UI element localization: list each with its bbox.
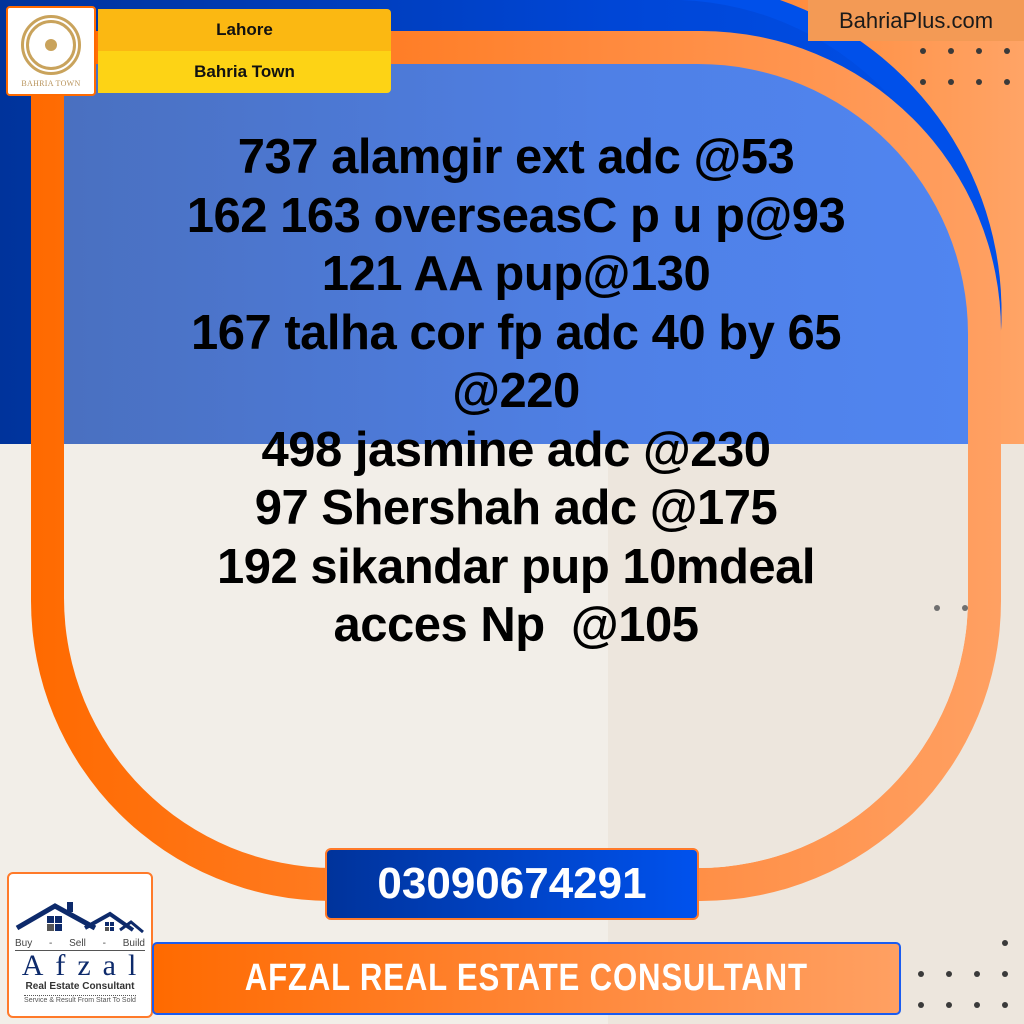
afzal-slogan: Service & Result From Start To Sold [24, 997, 136, 1004]
spacer [918, 940, 924, 946]
listing-line: 737 alamgir ext adc @53 [237, 130, 795, 184]
listing-line: 192 sikandar pup 10mdeal [216, 539, 816, 594]
agency-banner-text: AFZAL REAL ESTATE CONSULTANT [244, 957, 809, 999]
listing-line: 498 jasmine adc @230 [261, 422, 771, 477]
listing-line: acces Np @105 [333, 598, 699, 652]
dot [1004, 48, 1010, 54]
listing-line: 121 AA pup@130 [321, 247, 711, 301]
dot [974, 1002, 980, 1008]
tagline-word: Buy [15, 938, 33, 949]
dot [948, 48, 954, 54]
agency-banner [152, 942, 901, 1015]
dot [1002, 971, 1008, 977]
dot [974, 971, 980, 977]
spacer [946, 940, 952, 946]
listing-line: 167 talha cor fp adc 40 by 65 [190, 305, 842, 360]
dot [920, 48, 926, 54]
area-tag: Bahria Town [98, 51, 391, 93]
dot [946, 971, 952, 977]
listings [64, 128, 968, 655]
listing-line: 97 Shershah adc @175 [254, 481, 778, 535]
afzal-logo [7, 872, 153, 1018]
tagline-word: Sell [69, 938, 86, 949]
bahria-emblem-icon [21, 15, 81, 75]
dot [1002, 1002, 1008, 1008]
dot [1004, 79, 1010, 85]
afzal-subtitle: Real Estate Consultant [25, 981, 135, 992]
phone-number-button[interactable]: 03090674291 [325, 848, 699, 920]
afzal-name: Afzal [21, 949, 149, 982]
dot [976, 48, 982, 54]
dot [946, 1002, 952, 1008]
house-roof-icon [15, 898, 145, 938]
tagline-word: Build [122, 938, 145, 949]
dot [918, 971, 924, 977]
bahria-town-logo [6, 6, 96, 96]
logo-caption: BAHRIA TOWN [21, 78, 81, 88]
tagline-sep: - [102, 938, 106, 949]
dot [918, 1002, 924, 1008]
dot [1002, 940, 1008, 946]
listing-line: @220 [452, 364, 580, 418]
listing-line: 162 163 overseasC p u p@93 [186, 188, 846, 243]
dots-bottom-right [918, 940, 1008, 1008]
site-badge[interactable]: BahriaPlus.com [808, 0, 1024, 41]
dot [976, 79, 982, 85]
city-tag: Lahore [98, 9, 391, 51]
tagline-sep: - [49, 938, 53, 949]
spacer [974, 940, 980, 946]
